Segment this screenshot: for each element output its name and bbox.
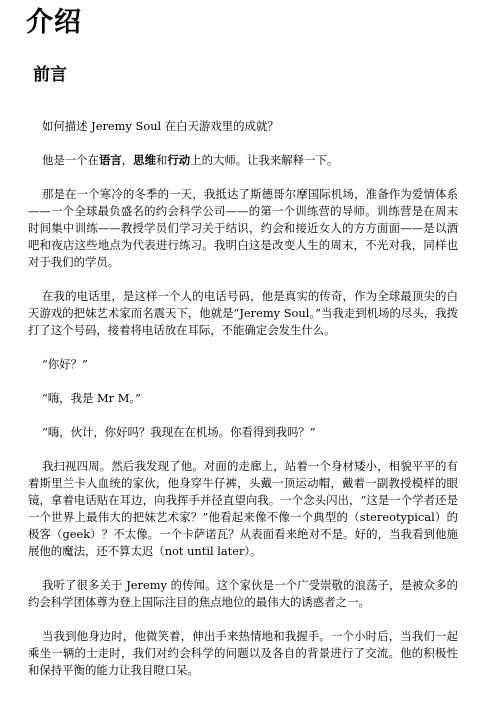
paragraph-8: 我扫视四周。然后我发现了他。对面的走廊上，站着一个身材矮小，相貌平平的有着斯里兰卡人血统的家伙，他身穿牛仔裤，头戴一顶运动帽，戴着一副教授模样的眼镜，拿着电话贴在耳边，向我挥手并径直望向我。一个念头闪出，“这是一个学者还是一个世界上最伟大的把妹艺术家？”他看起来像不像一个典型的（stereotypical）的极客（geek）？不太像。一个卡萨诺瓦？从表面看来绝对不是。好的，当我看到他施展他的魔法，还不算太迟（not until later）。	[28, 459, 458, 558]
paragraph-9: 我听了很多关于 Jeremy 的传闻。这个家伙是一个广受崇敬的浪荡子，是被众多的约会科学团体尊为登上国际注目的焦点地位的最伟大的诱惑者之一。	[28, 578, 458, 609]
section-title: 前言	[33, 65, 67, 85]
paragraph-5: “你好？”	[42, 357, 88, 371]
paragraph-2	[28, 152, 458, 169]
p2-prefix: 他是一个在	[42, 153, 99, 167]
p2-suffix: 上的大师。让我来解释一下。	[190, 153, 339, 167]
paragraph-4: 在我的电话里，是这样一个人的电话号码，他是真实的传奇，作为全球最顶尖的白天游戏的把妹艺术家而名震天下，他就是“Jeremy Soul。”当我走到机场的尽头，我拨打了这个号码，接着将电话放在耳际，不能确定会发生什么。	[28, 289, 458, 337]
chapter-title: 介绍	[26, 7, 82, 38]
term-thinking: 思维	[133, 153, 156, 167]
term-action: 行动	[167, 153, 191, 167]
paragraph-6: “嗨，我是 Mr M。”	[42, 391, 141, 405]
p2-sep2: 和	[155, 153, 168, 167]
paragraph-7: “嗨，伙计，你好吗？我现在在机场。你看得到我吗？”	[42, 425, 316, 439]
body-text	[28, 118, 458, 696]
paragraph-1: 如何描述 Jeremy Soul 在白天游戏里的成就？	[42, 119, 279, 133]
p2-sep1: ，	[121, 153, 134, 167]
paragraph-3: 那是在一个寒冷的冬季的一天，我抵达了斯德哥尔摩国际机场，准备作为爱情体系——一个全球最负盛名的约会科学公司——的第一个训练营的导师。训练营是在周末时间集中训练——教授学员们学习关于结识，约会和接近女人的方方面面——是以酒吧和夜店这些地点为代表进行练习。我明白这是改变人生的周末，不光对我，同样也对于我们的学员。	[28, 187, 458, 269]
paragraph-10: 当我到他身边时，他微笑着，伸出手来热情地和我握手。一个小时后，当我们一起乘坐一辆的士走时，我们对约会科学的问题以及各自的背景进行了交流。他的积极性和保持平衡的能力让我目瞪口呆。	[28, 629, 458, 677]
term-language: 语言	[98, 153, 122, 167]
